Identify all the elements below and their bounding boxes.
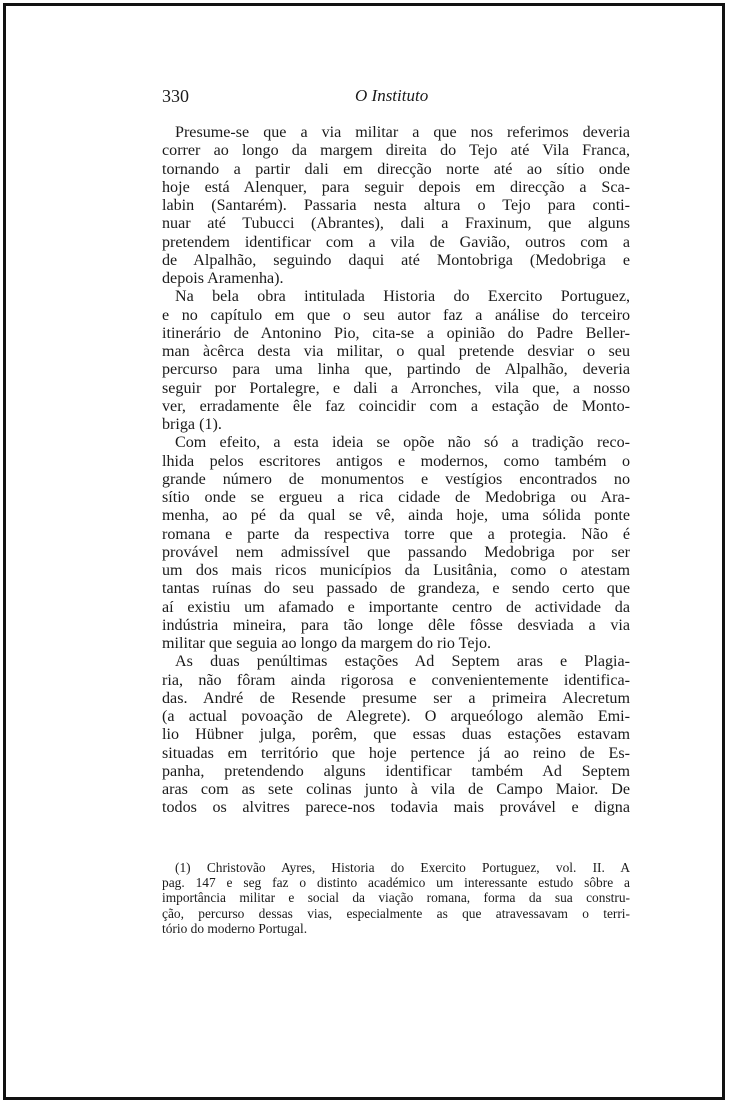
text-line: menha, ao pé da qual se vê, ainda hoje, uma sólida ponte <box>162 507 630 525</box>
text-line: briga (1). <box>162 416 222 433</box>
text-line: correr ao longo da margem direita do Tejo até Vila Franca, <box>162 142 630 160</box>
footnote <box>162 860 630 936</box>
text-line: das. André de Resende presume ser a primeira Alecretum <box>162 689 630 707</box>
text-line: Com efeito, a esta ideia se opõe não só a tradição reco- <box>175 434 630 452</box>
text-line: ria, não fôram ainda rigorosa e convenientemente identifica- <box>162 671 630 689</box>
text-line: panha, pretendendo alguns identificar também Ad Septem <box>162 762 630 780</box>
text-line: depois Aramenha). <box>162 270 284 287</box>
text-line: sítio onde se ergueu a rica cidade de Medobriga ou Ara- <box>162 489 630 506</box>
text-line: romana e parte da respectiva torre que a protegia. Não é <box>162 525 630 543</box>
text-line: labin (Santarém). Passaria nesta altura o Tejo para conti- <box>162 197 630 214</box>
text-line: nuar até Tubucci (Abrantes), dali a Fraxinum, que alguns <box>162 215 630 233</box>
page-header <box>162 86 630 110</box>
paragraph-4 <box>162 653 630 817</box>
text-line: pretendem identificar com a vila de Gavião, outros com a <box>162 233 630 251</box>
paragraph-2 <box>162 288 630 434</box>
text-line: percurso para uma linha que, partindo de Alpalhão, deveria <box>162 361 630 379</box>
footnote-line: ção, percurso dessas vias, especialmente as que atravessavam o terri- <box>162 905 630 921</box>
text-line: aí existiu um afamado e importante centro de actividade da <box>162 598 630 616</box>
text-line: itinerário de Antonino Pio, cita-se a opinião do Padre Beller- <box>162 324 630 342</box>
text-line: provável nem admissível que passando Medobriga por ser <box>162 543 630 561</box>
text-line: situadas em território que hoje pertence já ao reino de Es- <box>162 744 630 762</box>
text-line: indústria mineira, para tão longe dêle fôsse desviada a via <box>162 616 630 634</box>
body-text <box>162 124 630 818</box>
text-line: lhida pelos escritores antigos e modernos, como também o <box>162 452 630 470</box>
text-line: grande número de monumentos e vestígios encontrados no <box>162 470 630 488</box>
text-line: aras com as sete colinas junto à vila de Campo Maior. De <box>162 781 630 798</box>
text-line: ver, erradamente êle faz coincidir com a estação de Monto- <box>162 397 630 415</box>
text-line: Presume-se que a via militar a que nos referimos deveria <box>175 124 630 141</box>
text-line: As duas penúltimas estações Ad Septem aras e Plagia- <box>175 653 630 671</box>
text-line: hoje está Alenquer, para seguir depois em direcção a Sca- <box>162 178 630 196</box>
text-line: um dos mais ricos municípios da Lusitânia, como o atestam <box>162 562 630 579</box>
paragraph-1 <box>162 124 630 288</box>
footnote-line: pag. 147 e seg faz o distinto académico um interessante estudo sôbre a <box>162 875 630 891</box>
text-line: militar que seguia ao longo da margem do rio Tejo. <box>162 635 492 652</box>
text-line: e no capítulo em que o seu autor faz a análise do terceiro <box>162 306 630 324</box>
text-line: todos os alvitres parece-nos todavia mais provável e digna <box>162 799 630 817</box>
footnote-line: importância militar e social da viação romana, forma da sua constru- <box>162 890 630 906</box>
footnote-line: tório do moderno Portugal. <box>162 920 308 936</box>
text-line: (a actual povoação de Alegrete). O arqueólogo alemão Emi- <box>162 708 630 725</box>
text-line: lio Hübner julga, porêm, que essas duas estações estavam <box>162 726 630 744</box>
text-line: tornando a partir dali em direcção norte até ao sítio onde <box>162 160 630 178</box>
text-line: de Alpalhão, seguindo daqui até Montobriga (Medobriga e <box>162 251 630 269</box>
text-line: tantas ruínas do seu passado de grandeza, e sendo certo que <box>162 580 630 598</box>
footnote-line: (1) Christovão Ayres, Historia do Exercito Portuguez, vol. II. A <box>175 860 630 875</box>
running-title: O Instituto <box>355 86 429 105</box>
text-line: Na bela obra intitulada Historia do Exercito Portuguez, <box>175 288 630 306</box>
paragraph-3 <box>162 434 630 653</box>
text-line: seguir por Portalegre, e dali a Arronches, vila que, a nosso <box>162 379 630 397</box>
page-number: 330 <box>162 86 189 106</box>
text-line: man àcêrca desta via militar, o qual pretende desviar o seu <box>162 343 630 360</box>
